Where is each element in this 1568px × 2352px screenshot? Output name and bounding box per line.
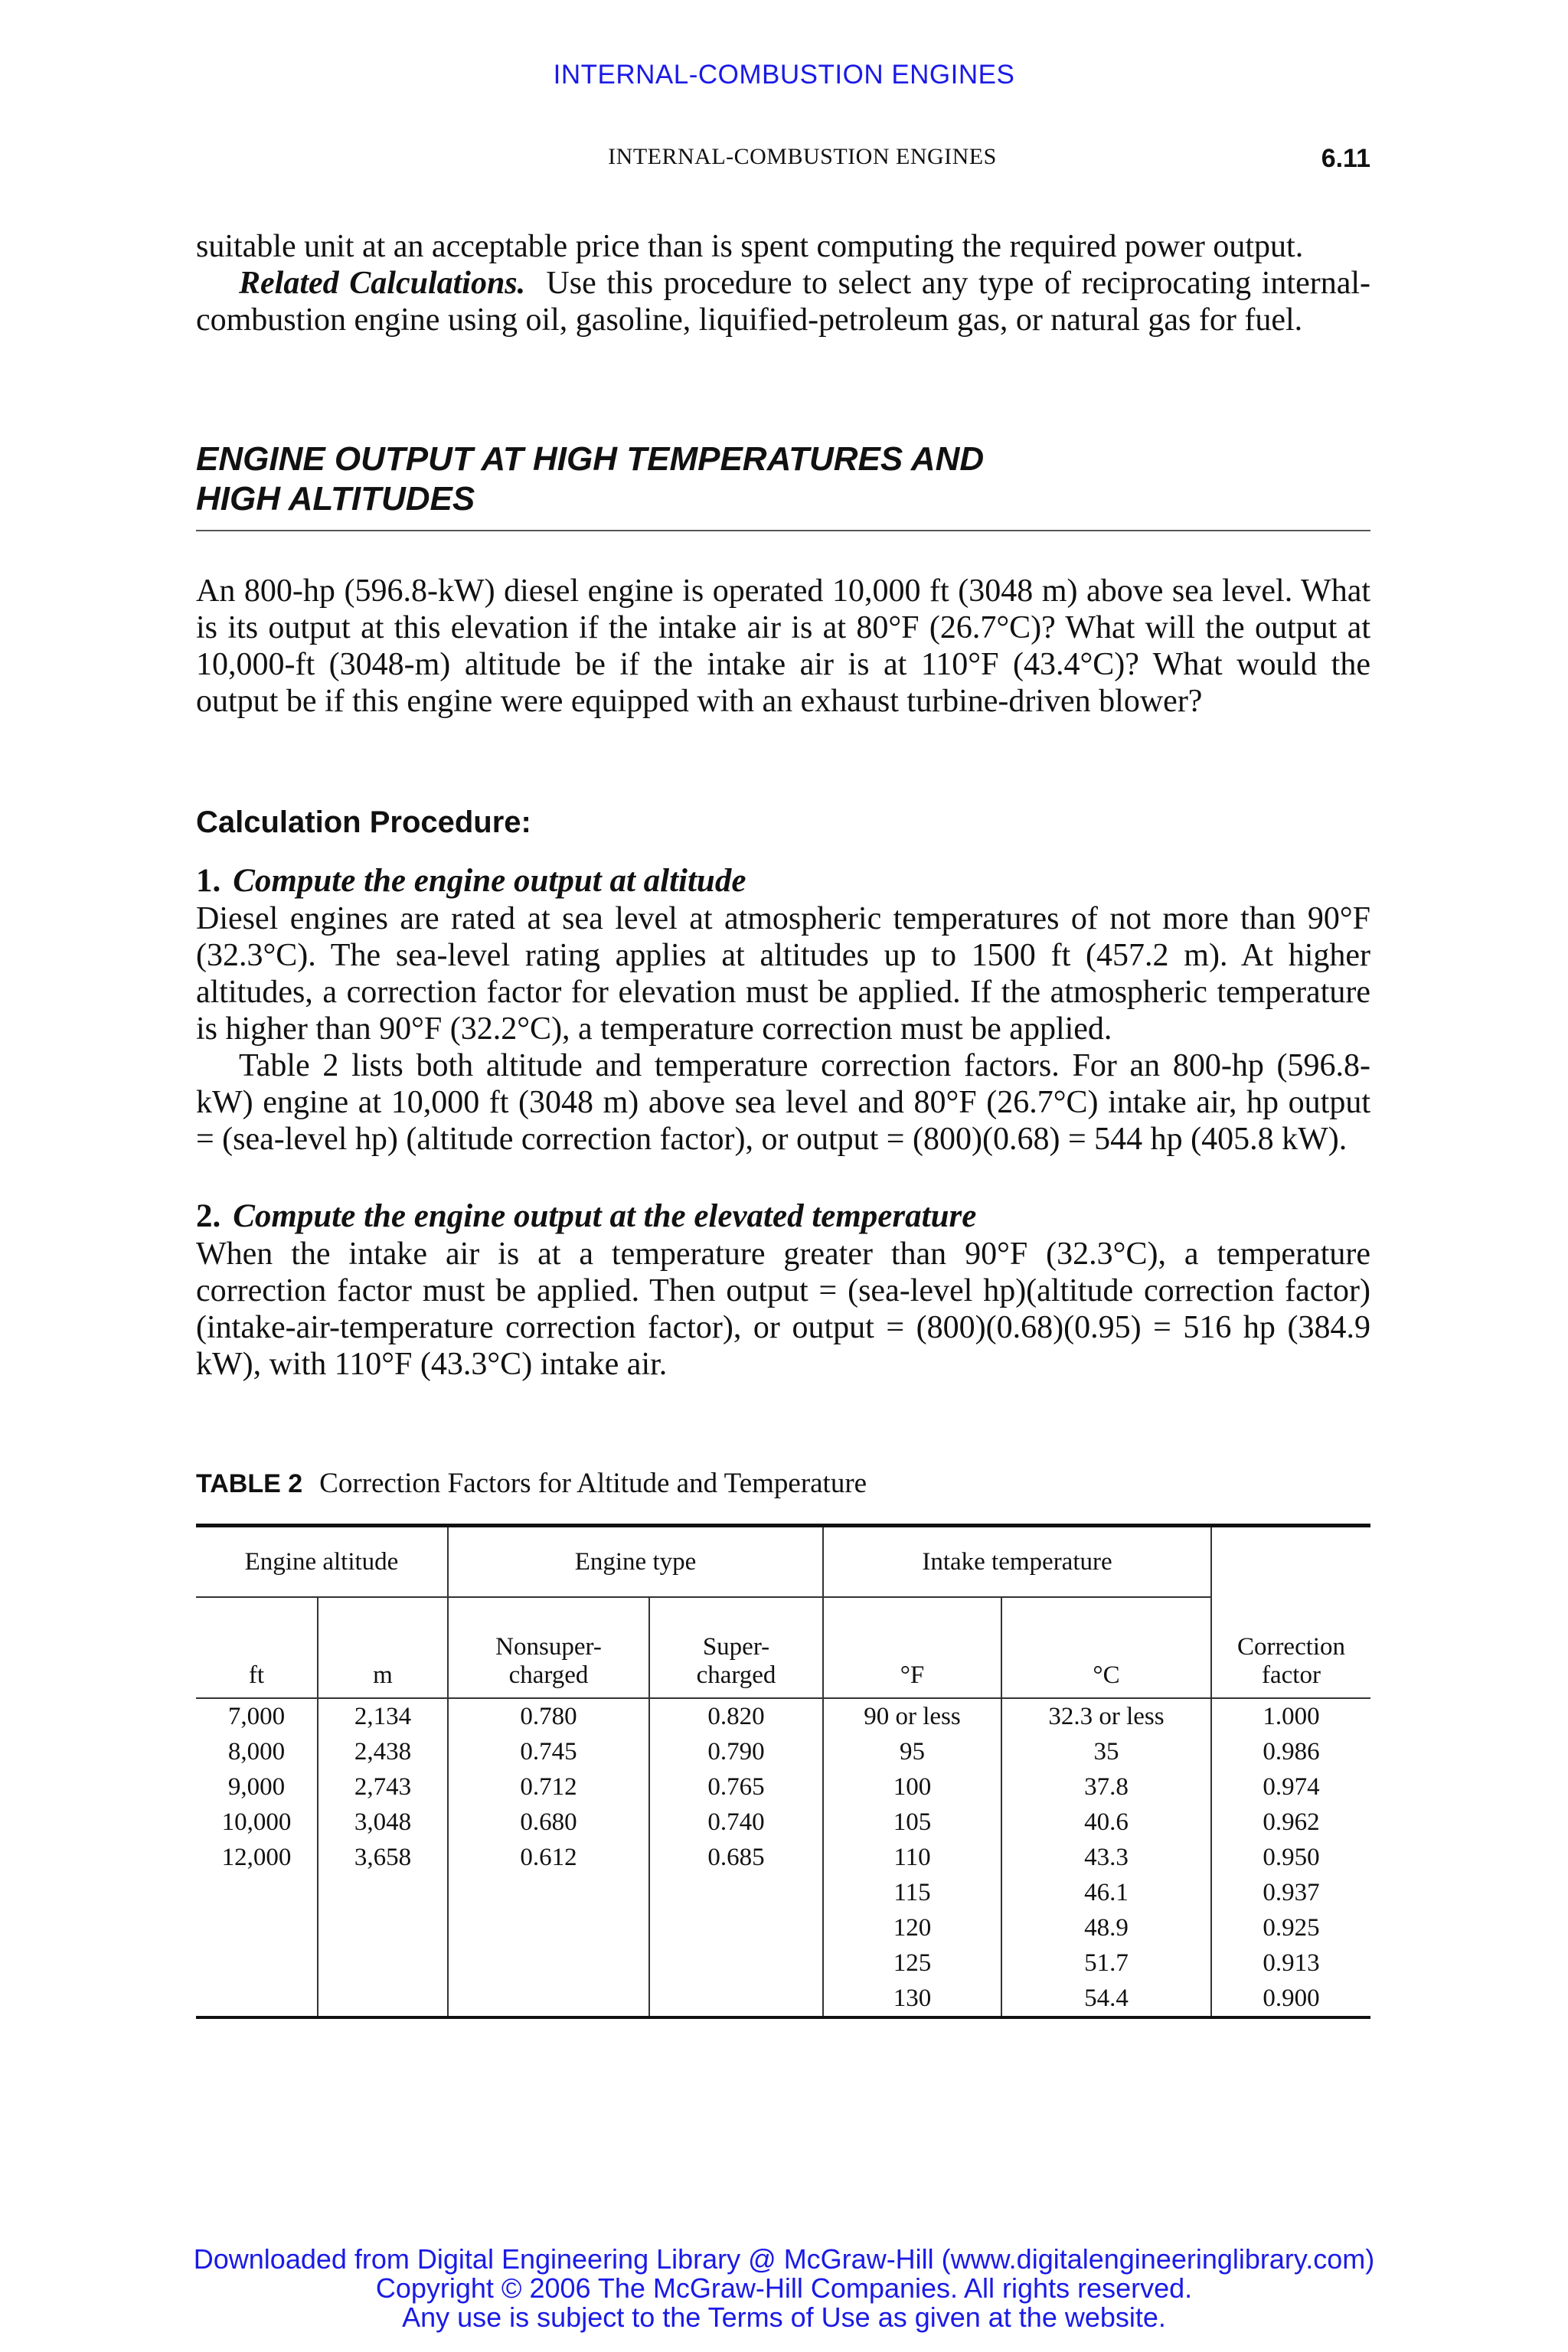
cell-m: 3,658 <box>318 1840 448 1875</box>
cell-nonsuper: 0.612 <box>448 1840 649 1875</box>
header-degrees-c: °C <box>1001 1597 1211 1698</box>
footer-line-1: Downloaded from Digital Engineering Library @ McGraw-Hill (www.digitalengineeringlibrary.com) <box>193 2243 1375 2275</box>
cell-ft: 12,000 <box>196 1840 318 1875</box>
section-title-line-1: ENGINE OUTPUT AT HIGH TEMPERATURES AND <box>196 440 985 478</box>
step-1-paragraph-2: Table 2 lists both altitude and temperature correction factors. For an 800-hp (596.8-kW) engine at 10,000 ft (3048 m) above sea level and 80°F (26.7°C) intake air, hp output = (sea-level hp) (altitude correction factor), or output = (800)(0.68) = 544 hp (405.8 kW). <box>196 1048 1370 1157</box>
cell-degF: 100 <box>823 1769 1001 1805</box>
cell-nonsuper: 0.780 <box>448 1698 649 1734</box>
page-content <box>196 228 1370 2019</box>
table-row <box>196 1769 1370 1805</box>
table-row <box>196 1945 1370 1981</box>
section-title-line-2: HIGH ALTITUDES <box>196 480 475 518</box>
step-1-title: Compute the engine output at altitude <box>233 863 746 899</box>
step-2-heading <box>196 1197 1370 1236</box>
cell-super: 0.740 <box>649 1805 823 1840</box>
cell-m: 2,438 <box>318 1734 448 1769</box>
footer-line-2: Copyright © 2006 The McGraw-Hill Companies. All rights reserved. <box>375 2272 1193 2304</box>
running-head-title: INTERNAL-COMBUSTION ENGINES <box>608 144 997 169</box>
step-1-heading <box>196 862 1370 900</box>
cell-ft: 10,000 <box>196 1805 318 1840</box>
header-degrees-f: °F <box>823 1597 1001 1698</box>
cell-m: 3,048 <box>318 1805 448 1840</box>
table-caption <box>196 1467 1370 1501</box>
table-caption-text: Correction Factors for Altitude and Temperature <box>319 1468 867 1499</box>
cell-ft <box>196 1945 318 1981</box>
cell-nonsuper <box>448 1875 649 1910</box>
problem-statement: An 800-hp (596.8-kW) diesel engine is operated 10,000 ft (3048 m) above sea level. What is its output at this elevation if the intake air is at 80°F (26.7°C)? What will the output at 10,000-ft (3048-m) altitude be if the intake air is at 110°F (43.4°C)? What would the output be if this engine were equipped with an exhaust turbine-driven blower? <box>196 573 1370 719</box>
table-label: TABLE 2 <box>196 1469 303 1498</box>
procedure-heading: Calculation Procedure: <box>196 805 531 839</box>
cell-nonsuper: 0.745 <box>448 1734 649 1769</box>
cell-m <box>318 1945 448 1981</box>
top-banner: INTERNAL-COMBUSTION ENGINES <box>553 60 1015 90</box>
footer-line-3: Any use is subject to the Terms of Use as given at the website. <box>402 2301 1166 2333</box>
header-intake-temperature: Intake temperature <box>823 1526 1211 1598</box>
cell-m <box>318 1910 448 1945</box>
cell-degF: 130 <box>823 1981 1001 2017</box>
related-calculations-paragraph <box>196 265 1370 338</box>
header-m: m <box>318 1597 448 1698</box>
page-number: 6.11 <box>1321 144 1370 173</box>
cell-ft: 8,000 <box>196 1734 318 1769</box>
header-correction-factor: Correction factor <box>1211 1526 1370 1699</box>
cell-degC: 48.9 <box>1001 1910 1211 1945</box>
cell-degF: 125 <box>823 1945 1001 1981</box>
download-footer <box>0 2245 1568 2332</box>
step-1-paragraph-1: Diesel engines are rated at sea level at atmospheric temperatures of not more than 90°F (32.3°C). The sea-level rating applies at altitudes up to 1500 ft (457.2 m). At higher altitudes, a correction factor for elevation must be applied. If the atmospheric temperature is higher than 90°F (32.2°C), a temperature correction must be applied. <box>196 901 1370 1047</box>
cell-ft <box>196 1910 318 1945</box>
cell-degC: 43.3 <box>1001 1840 1211 1875</box>
cell-factor: 0.962 <box>1263 1808 1320 1836</box>
cell-degF: 110 <box>823 1840 1001 1875</box>
cell-nonsuper: 0.680 <box>448 1805 649 1840</box>
cell-degF: 95 <box>823 1734 1001 1769</box>
step-1-number: 1. <box>196 863 221 899</box>
table-body <box>196 1698 1370 2017</box>
cell-m <box>318 1981 448 2017</box>
cell-nonsuper <box>448 1981 649 2017</box>
related-calculations-label: Related Calculations. <box>239 266 526 301</box>
cell-ft <box>196 1875 318 1910</box>
step-2-paragraph-1: When the intake air is at a temperature greater than 90°F (32.3°C), a temperature correction factor must be applied. Then output = (sea-level hp)(altitude correction factor)(intake-air-temperature correction factor), or output = (800)(0.68)(0.95) = 516 hp (384.9 kW), with 110°F (43.3°C) intake air. <box>196 1236 1370 1382</box>
cell-factor: 0.937 <box>1263 1879 1320 1906</box>
cell-ft: 9,000 <box>196 1769 318 1805</box>
cell-degC: 51.7 <box>1001 1945 1211 1981</box>
cell-super: 0.820 <box>649 1698 823 1734</box>
cell-degC: 54.4 <box>1001 1981 1211 2017</box>
related-calculations-text: Use this procedure to select any type of reciprocating internal-combustion engine using oil, gasoline, liquified-petroleum gas, or natural gas for fuel. <box>196 266 1371 338</box>
cell-ft <box>196 1981 318 2017</box>
header-supercharged: Super- charged <box>649 1597 823 1698</box>
table-row <box>196 1840 1370 1875</box>
section-title <box>196 439 1370 531</box>
cell-degC: 40.6 <box>1001 1805 1211 1840</box>
cell-factor: 0.974 <box>1263 1773 1320 1801</box>
cell-super <box>649 1910 823 1945</box>
cell-degF: 105 <box>823 1805 1001 1840</box>
cell-nonsuper <box>448 1910 649 1945</box>
cell-m: 2,743 <box>318 1769 448 1805</box>
cell-super <box>649 1875 823 1910</box>
step-2-number: 2. <box>196 1198 221 1234</box>
cell-factor: 0.986 <box>1263 1738 1320 1766</box>
cell-degC: 37.8 <box>1001 1769 1211 1805</box>
cell-degC: 32.3 or less <box>1001 1698 1211 1734</box>
cell-factor: 0.925 <box>1263 1914 1320 1942</box>
cell-factor: 0.913 <box>1263 1949 1320 1977</box>
cell-nonsuper: 0.712 <box>448 1769 649 1805</box>
correction-factor-table <box>196 1524 1370 2019</box>
intro-paragraph: suitable unit at an acceptable price than is spent computing the required power output. <box>196 229 1304 264</box>
cell-degF: 90 or less <box>823 1698 1001 1734</box>
table-row <box>196 1910 1370 1945</box>
cell-m <box>318 1875 448 1910</box>
cell-degF: 120 <box>823 1910 1001 1945</box>
cell-super: 0.685 <box>649 1840 823 1875</box>
table-row <box>196 1805 1370 1840</box>
cell-factor: 0.950 <box>1263 1844 1320 1871</box>
cell-super <box>649 1981 823 2017</box>
cell-super: 0.790 <box>649 1734 823 1769</box>
table-row <box>196 1734 1370 1769</box>
cell-super: 0.765 <box>649 1769 823 1805</box>
cell-nonsuper <box>448 1945 649 1981</box>
cell-degC: 46.1 <box>1001 1875 1211 1910</box>
table-row <box>196 1981 1370 2017</box>
step-2-title: Compute the engine output at the elevated temperature <box>233 1198 977 1234</box>
cell-degF: 115 <box>823 1875 1001 1910</box>
cell-factor: 0.900 <box>1263 1984 1320 2012</box>
cell-factor: 1.000 <box>1263 1703 1320 1730</box>
table-row <box>196 1875 1370 1910</box>
header-engine-altitude: Engine altitude <box>196 1526 448 1598</box>
table-row <box>196 1698 1370 1734</box>
cell-m: 2,134 <box>318 1698 448 1734</box>
cell-degC: 35 <box>1001 1734 1211 1769</box>
cell-ft: 7,000 <box>196 1698 318 1734</box>
header-engine-type: Engine type <box>448 1526 823 1598</box>
header-ft: ft <box>196 1597 318 1698</box>
header-nonsupercharged: Nonsuper- charged <box>448 1597 649 1698</box>
cell-super <box>649 1945 823 1981</box>
